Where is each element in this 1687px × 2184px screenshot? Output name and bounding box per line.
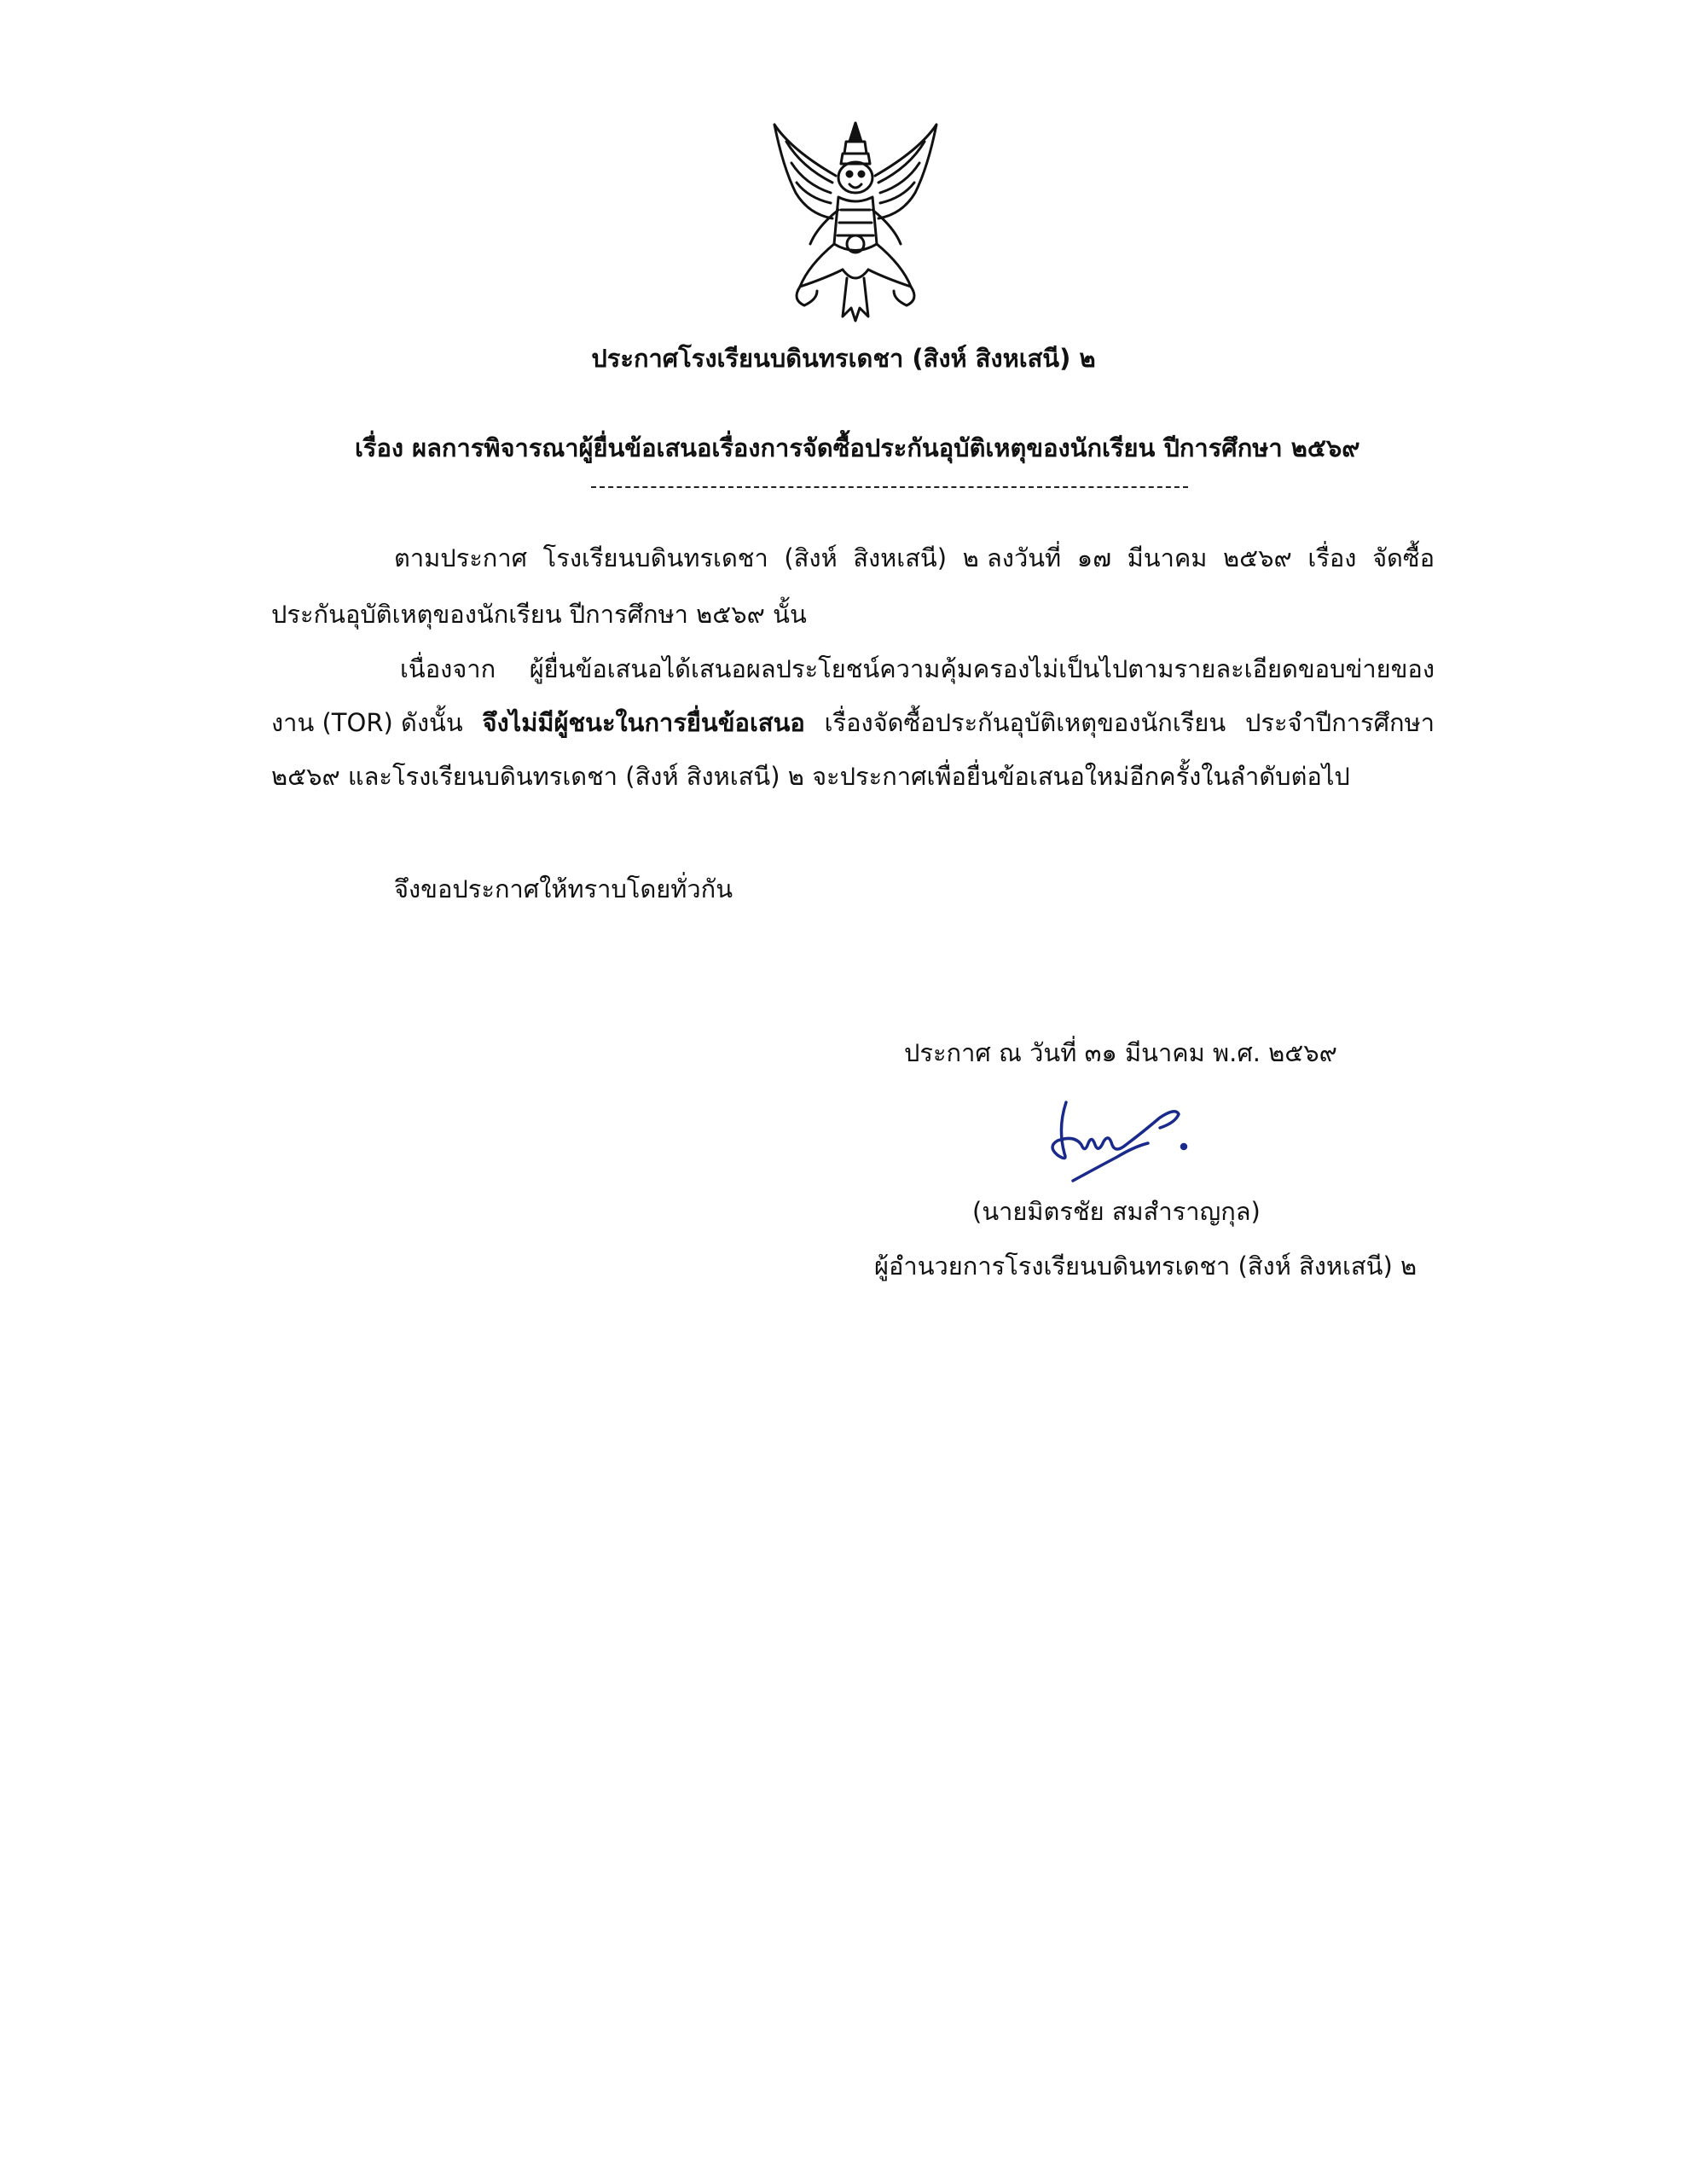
text-fragment: เรื่องจัดซื้อประกันอุบัติเหตุของนักเรียน [824,708,1226,737]
closing-statement: จึงขอประกาศให้ทราบโดยทั่วกัน [394,874,733,903]
text-fragment: โรงเรียนบดินทรเดชา [542,543,768,572]
announcement-subject: เรื่อง ผลการพิจารณาผู้ยื่นข้อเสนอเรื่องการจัดซื้อประกันอุบัติเหตุของนักเรียน ปีการศึกษา ๒๕๖๙ [355,433,1360,462]
text-fragment: เนื่องจาก [400,654,496,683]
text-fragment: ตามประกาศ [394,543,528,572]
signer-title: ผู้อำนวยการโรงเรียนบดินทรเดชา (สิงห์ สิงหเสนี) ๒ [874,1252,1417,1281]
paragraph-1-line-1 [394,541,1435,575]
signer-name: (นายมิตรชัย สมสำราญกุล) [972,1197,1261,1226]
text-fragment: งาน (TOR) ดังนั้น [271,708,463,737]
garuda-emblem-icon [757,116,954,329]
text-fragment: ๒๕๖๙ [1223,543,1292,572]
text-fragment: ผู้ยื่นข้อเสนอได้เสนอผลประโยชน์ความคุ้มครองไม่เป็นไปตามรายละเอียดขอบข่ายของ [529,654,1435,683]
text-fragment: ๑๗ [1076,543,1112,572]
text-fragment: จัดซื้อ [1372,543,1435,572]
paragraph-2-line-3: ๒๕๖๙ และโรงเรียนบดินทรเดชา (สิงห์ สิงหเสนี) ๒ จะประกาศเพื่อยื่นข้อเสนอใหม่อีกครั้งในลำดับต่อไป [271,762,1350,791]
text-fragment: (สิงห์ [784,543,838,572]
emphasis-text: จึงไม่มีผู้ชนะในการยื่นข้อเสนอ [482,708,805,737]
announcement-date: ประกาศ ณ วันที่ ๓๑ มีนาคม พ.ศ. ๒๕๖๙ [904,1038,1337,1067]
text-fragment: ๒ ลงวันที่ [962,543,1062,572]
paragraph-2-line-1 [400,652,1435,686]
signature-icon [1032,1094,1194,1188]
paragraph-2-line-2 [271,706,1435,740]
announcement-title: ประกาศโรงเรียนบดินทรเดชา (สิงห์ สิงหเสนี) ๒ [591,344,1096,373]
text-fragment: เรื่อง [1307,543,1357,572]
text-fragment: สิงหเสนี) [853,543,948,572]
dashed-divider [591,486,1188,488]
text-fragment: มีนาคม [1127,543,1208,572]
paragraph-1-line-2: ประกันอุบัติเหตุของนักเรียน ปีการศึกษา ๒๕๖๙ นั้น [271,600,807,629]
text-fragment: ประจำปีการศึกษา [1244,708,1435,737]
